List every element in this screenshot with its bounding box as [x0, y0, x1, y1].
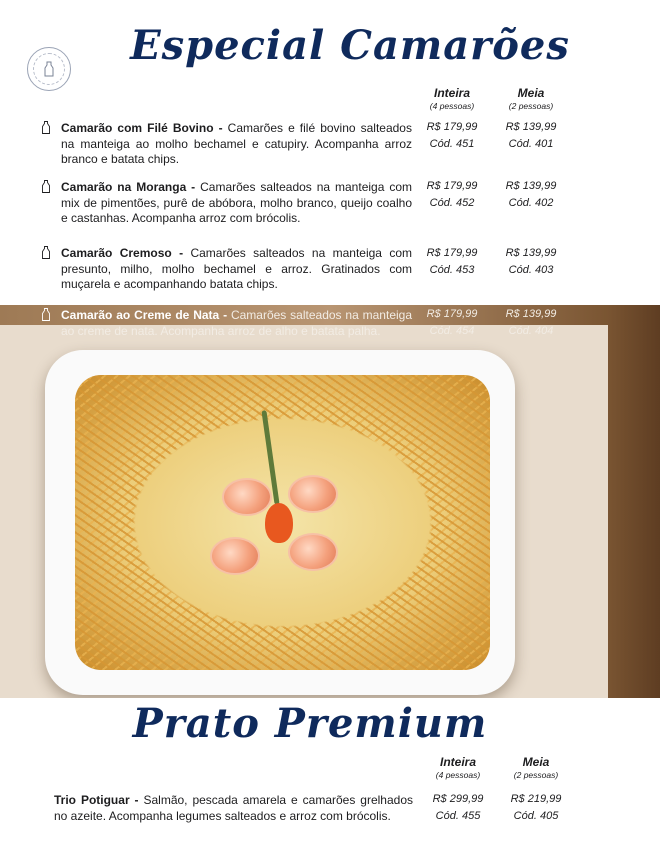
- item-description: Camarões salteados na manteiga com mix de pimentões, purê de abóbora, molho branco, queijo coalho e castanhas. Acompanha arroz com brócolis.: [61, 180, 412, 225]
- column-sub: (4 pessoas): [429, 101, 475, 111]
- item-code: Cód. 405: [513, 810, 559, 822]
- price-value: R$ 139,99: [505, 247, 557, 259]
- column-header-inteira: [423, 755, 493, 780]
- price-full: [417, 306, 487, 340]
- price-value: R$ 139,99: [505, 180, 557, 192]
- menu-item: [44, 246, 412, 293]
- price-value: R$ 179,99: [426, 308, 478, 320]
- item-code: Cód. 451: [429, 138, 475, 150]
- section-title-especial-camaroes: Especial Camarões: [130, 22, 570, 69]
- price-value: R$ 139,99: [505, 121, 557, 133]
- column-name: Meia: [517, 86, 545, 100]
- item-description: Salmão, pescada amarela e camarões grelhados no azeite. Acompanha legumes salteados e arroz com brócolis.: [54, 793, 413, 823]
- column-header-meia: [496, 86, 566, 111]
- menu-item: [37, 793, 413, 824]
- price-half: [496, 178, 566, 212]
- column-sub: (4 pessoas): [435, 770, 481, 780]
- menu-item: [44, 180, 412, 227]
- price-half: [496, 119, 566, 153]
- price-value: R$ 179,99: [426, 121, 478, 133]
- milk-bottle-icon: [42, 308, 50, 321]
- price-half: [496, 306, 566, 340]
- price-full: [423, 791, 493, 825]
- item-code: Cód. 402: [508, 197, 554, 209]
- shrimp: [210, 537, 260, 575]
- price-value: R$ 219,99: [510, 793, 562, 805]
- menu-item: [44, 308, 412, 339]
- menu-item: [44, 121, 412, 168]
- price-full: [417, 245, 487, 279]
- price-value: R$ 299,99: [432, 793, 484, 805]
- item-description: Camarões e filé bovino salteados na manteiga ao molho bechamel e catupiry. Acompanha arroz branco e batata chips.: [61, 121, 412, 166]
- milk-bottle-icon: [42, 246, 50, 259]
- pepper-garnish: [265, 503, 293, 543]
- item-code: Cód. 453: [429, 264, 475, 276]
- item-code: Cód. 454: [429, 325, 475, 337]
- section-title-prato-premium: Prato Premium: [132, 700, 488, 747]
- column-name: Meia: [522, 755, 550, 769]
- item-name: Trio Potiguar -: [54, 793, 144, 807]
- price-value: R$ 179,99: [426, 247, 478, 259]
- column-header-inteira: [417, 86, 487, 111]
- price-half: [496, 245, 566, 279]
- item-name: Camarão com Filé Bovino -: [61, 121, 228, 135]
- item-name: Camarão ao Creme de Nata -: [61, 308, 231, 322]
- column-name: Inteira: [433, 86, 470, 100]
- item-name: Camarão Cremoso -: [61, 246, 191, 260]
- shrimp: [288, 475, 338, 513]
- item-code: Cód. 403: [508, 264, 554, 276]
- item-code: Cód. 401: [508, 138, 554, 150]
- item-description: Camarões salteados na manteiga ao creme de nata. Acompanha arroz de alho e batata palha.: [61, 308, 413, 338]
- item-description: Camarões salteados na manteiga com presunto, milho, molho bechamel e arroz. Gratinados com muçarela e acompanhando batata chips.: [61, 246, 412, 291]
- column-header-meia: [501, 755, 571, 780]
- price-half: [501, 791, 571, 825]
- price-value: R$ 179,99: [426, 180, 478, 192]
- milk-bottle-icon: [42, 121, 50, 134]
- price-full: [417, 178, 487, 212]
- item-code: Cód. 452: [429, 197, 475, 209]
- item-code: Cód. 404: [508, 325, 554, 337]
- price-full: [417, 119, 487, 153]
- item-code: Cód. 455: [435, 810, 481, 822]
- column-sub: (2 pessoas): [508, 101, 554, 111]
- milk-bottle-icon: [42, 180, 50, 193]
- shrimp: [288, 533, 338, 571]
- shrimp: [222, 478, 272, 516]
- item-name: Camarão na Moranga -: [61, 180, 201, 194]
- dish-photo: [0, 305, 660, 698]
- column-name: Inteira: [439, 755, 476, 769]
- price-value: R$ 139,99: [505, 308, 557, 320]
- column-sub: (2 pessoas): [513, 770, 559, 780]
